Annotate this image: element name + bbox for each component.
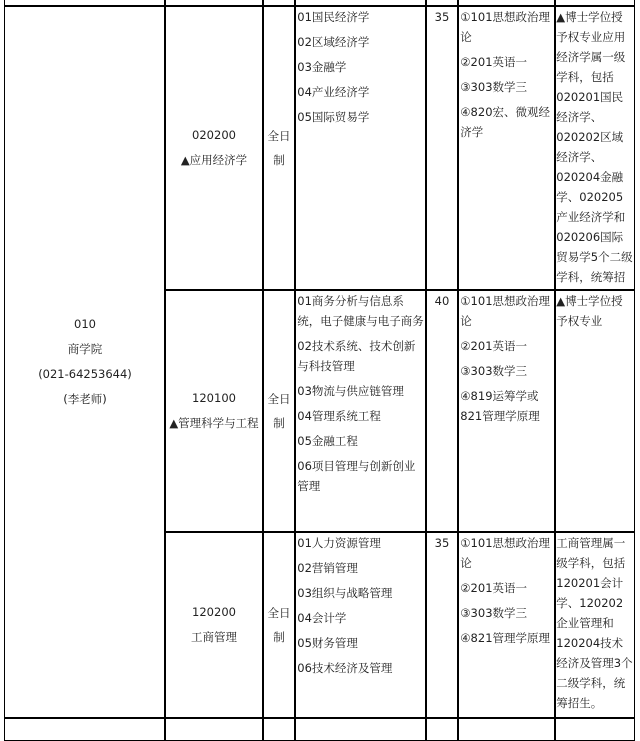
quota-cell xyxy=(425,289,459,533)
study-mode: 全日制 xyxy=(267,606,291,644)
research-direction: 01商务分析与信息系统，电子健康与电子商务 xyxy=(297,294,424,329)
major-cell xyxy=(164,289,264,533)
study-mode-cell xyxy=(262,531,296,719)
research-direction: 05国际贸易学 xyxy=(297,110,370,125)
research-direction: 04产业经济学 xyxy=(297,85,370,100)
research-direction: 04会计学 xyxy=(297,611,347,626)
exam-subject: ①101思想政治理论 xyxy=(460,536,551,571)
major-code: 120100 xyxy=(192,391,236,405)
study-mode: 全日制 xyxy=(267,129,291,167)
research-direction: 06技术经济及管理 xyxy=(297,661,393,676)
major-cell xyxy=(164,5,264,291)
research-direction: 03物流与供应链管理 xyxy=(297,384,404,399)
exam-subject: ①101思想政治理论 xyxy=(460,294,551,329)
research-direction: 04管理系统工程 xyxy=(297,409,381,424)
exam-subject: ①101思想政治理论 xyxy=(460,10,551,45)
exam-subject: ③303数学三 xyxy=(460,80,528,95)
school-contact: (李老师) xyxy=(63,392,107,406)
next-row-cell xyxy=(164,717,264,741)
next-row-cell xyxy=(457,717,556,741)
major-name: ▲应用经济学 xyxy=(180,153,248,167)
school-phone: (021-64253644) xyxy=(38,367,132,381)
school-cell xyxy=(4,5,166,719)
next-row-cell xyxy=(294,717,427,741)
enrollment-quota: 35 xyxy=(434,10,450,25)
directions-cell xyxy=(294,531,427,719)
exam-subject: ④820宏、微观经济学 xyxy=(460,105,551,140)
notes-cell xyxy=(554,531,635,719)
exam-subject: ②201英语一 xyxy=(460,581,528,596)
notes-text: ▲博士学位授予权专业 xyxy=(556,294,623,329)
major-name: ▲管理科学与工程 xyxy=(169,416,259,430)
major-name: 工商管理 xyxy=(191,630,237,644)
research-direction: 03组织与战略管理 xyxy=(297,586,393,601)
quota-cell xyxy=(425,5,459,291)
next-row-cell xyxy=(425,717,459,741)
research-direction: 03金融学 xyxy=(297,60,347,75)
school-code: 010 xyxy=(74,317,96,331)
next-row-cell xyxy=(554,717,635,741)
research-direction: 05财务管理 xyxy=(297,636,358,651)
exam-subject: ③303数学三 xyxy=(460,364,528,379)
research-direction: 06项目管理与创新创业管理 xyxy=(297,459,416,494)
enrollment-quota: 35 xyxy=(434,536,450,551)
quota-cell xyxy=(425,531,459,719)
research-direction: 02技术系统、技术创新与科技管理 xyxy=(297,339,416,374)
exam-subject: ②201英语一 xyxy=(460,55,528,70)
exam-subject: ③303数学三 xyxy=(460,606,528,621)
directions-cell xyxy=(294,5,427,291)
exams-cell xyxy=(457,5,556,291)
exam-subject: ②201英语一 xyxy=(460,339,528,354)
major-code: 120200 xyxy=(192,605,236,619)
directions-cell xyxy=(294,289,427,533)
study-mode: 全日制 xyxy=(267,392,291,430)
school-name: 商学院 xyxy=(67,342,103,356)
notes-cell xyxy=(554,5,635,291)
major-cell xyxy=(164,531,264,719)
exams-cell xyxy=(457,289,556,533)
notes-text: 工商管理属一级学科，包括120201会计学、120202企业管理和120204技术经济及管理3个二级学科，统筹招生。 xyxy=(556,536,633,711)
research-direction: 02营销管理 xyxy=(297,561,358,576)
notes-cell xyxy=(554,289,635,533)
study-mode-cell xyxy=(262,289,296,533)
study-mode-cell xyxy=(262,5,296,291)
major-code: 020200 xyxy=(192,128,236,142)
research-direction: 01国民经济学 xyxy=(297,10,370,25)
research-direction: 05金融工程 xyxy=(297,434,358,449)
exam-subject: ④819运筹学或821管理学原理 xyxy=(460,389,540,424)
exam-subject: ④821管理学原理 xyxy=(460,631,551,646)
next-row-cell xyxy=(262,717,296,741)
next-row-cell xyxy=(4,717,166,741)
enrollment-quota: 40 xyxy=(434,294,450,309)
notes-text: ▲博士学位授予权专业应用经济学属一级学科，包括020201国民经济学、020202区域经济学、020204金融学、020205产业经济学和020206国际贸易学5个二级学科，统筹招 xyxy=(556,10,633,285)
research-direction: 01人力资源管理 xyxy=(297,536,381,551)
research-direction: 02区域经济学 xyxy=(297,35,370,50)
exams-cell xyxy=(457,531,556,719)
